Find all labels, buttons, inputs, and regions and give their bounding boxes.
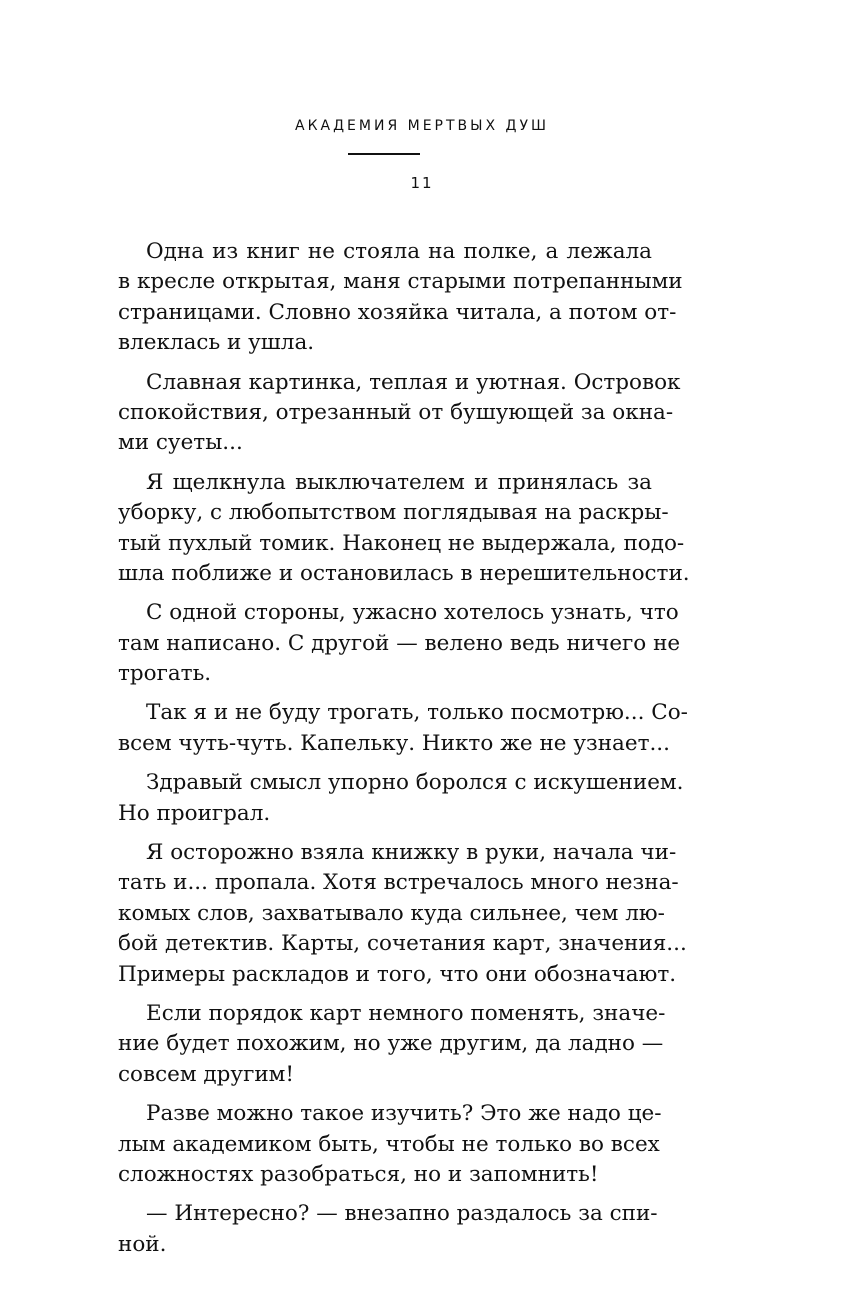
text-line: ние будет похожим, но уже другим, да ладно —: [118, 1031, 664, 1057]
paragraph: [118, 768, 684, 829]
text-line: ми суеты...: [118, 430, 243, 456]
running-title: АКАДЕМИЯ МЕРТВЫХ ДУШ: [295, 118, 549, 134]
paragraph: [118, 838, 687, 990]
text-line: шла поближе и остановилась в нерешительности.: [118, 560, 690, 586]
paragraph: [118, 598, 681, 689]
paragraph: [118, 999, 666, 1090]
text-line: Славная картинка, теплая и уютная. Островок: [146, 369, 681, 395]
paragraph: [118, 368, 681, 459]
paragraph: [118, 698, 688, 759]
paragraph: [118, 468, 690, 590]
text-line: комых слов, захватывало куда сильнее, чем лю-: [118, 900, 665, 926]
paragraph: [118, 237, 683, 359]
paragraph: [118, 1099, 662, 1190]
paragraph: [118, 1199, 658, 1260]
text-line: Так я и не буду трогать, только посмотрю... Со-: [146, 700, 688, 726]
page-number: 11: [410, 174, 434, 192]
text-line: совсем другим!: [118, 1061, 295, 1087]
text-line: тать и... пропала. Хотя встречалось много незна-: [118, 870, 679, 896]
body-text: [118, 237, 690, 1260]
text-line: — Интересно? — внезапно раздалось за спи-: [146, 1201, 658, 1227]
text-line: Я осторожно взяла книжку в руки, начала чи-: [146, 840, 677, 866]
text-line: Примеры раскладов и того, что они обозначают.: [118, 961, 677, 987]
text-line: Одна из книг не стояла на полке, а лежала: [146, 239, 652, 264]
text-line: Но проиграл.: [118, 800, 271, 826]
text-line: сложностях разобраться, но и запомнить!: [118, 1161, 599, 1187]
text-line: Здравый смысл упорно боролся с искушением.: [146, 770, 684, 796]
text-line: Разве можно такое изучить? Это же надо це-: [146, 1101, 662, 1127]
text-line: в кресле открытая, маня старыми потрепанными: [118, 269, 683, 295]
text-line: спокойствия, отрезанный от бушующей за окна-: [118, 399, 674, 425]
text-line: Если порядок карт немного поменять, значе-: [146, 1000, 666, 1026]
text-line: Я щелкнула выключателем и принялась за: [146, 469, 652, 495]
text-line: С одной стороны, ужасно хотелось узнать, что: [146, 600, 679, 626]
text-line: уборку, с любопытством поглядывая на раскры-: [118, 500, 669, 526]
text-line: трогать.: [118, 661, 212, 687]
text-line: ной.: [118, 1231, 167, 1257]
text-line: бой детектив. Карты, сочетания карт, значения...: [118, 931, 687, 957]
text-line: тый пухлый томик. Наконец не выдержала, подо-: [118, 530, 685, 556]
text-line: страницами. Словно хозяйка читала, а потом от-: [118, 299, 677, 325]
text-line: влеклась и ушла.: [118, 330, 315, 356]
text-line: всем чуть-чуть. Капельку. Никто же не узнает...: [118, 730, 670, 756]
header-rule: [348, 153, 420, 155]
text-line: там написано. С другой — велено ведь ничего не: [118, 630, 681, 656]
text-line: лым академиком быть, чтобы не только во всех: [118, 1131, 660, 1157]
